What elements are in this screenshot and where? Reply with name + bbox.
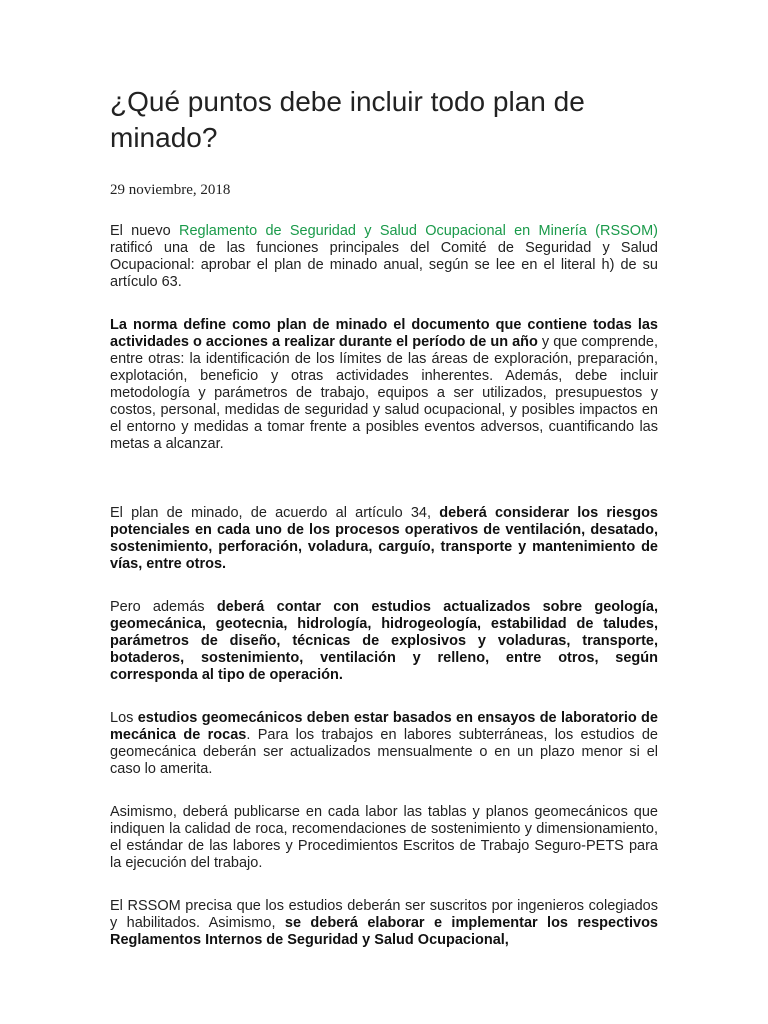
paragraph-risks bbox=[110, 505, 658, 573]
document-page bbox=[110, 84, 658, 949]
paragraph-risks-bold: deberá considerar los riesgos potenciales en cada uno de los procesos operativos de ventilación, desatado, sostenimiento, perforación, voladura, carguío, transporte y mantenimiento de vías, entre otros. bbox=[110, 505, 658, 572]
paragraph-intro bbox=[110, 223, 658, 291]
paragraph-intro-post: ratificó una de las funciones principales del Comité de Seguridad y Salud Ocupacional: aprobar el plan de minado anual, según se lee en el literal h) de su artículo 63. bbox=[110, 240, 658, 290]
paragraph-risks-pre: El plan de minado, de acuerdo al artículo 34, bbox=[110, 505, 440, 521]
paragraph-definition-post: y que comprende, entre otras: la identificación de los límites de las áreas de exploración, preparación, explotación, beneficio y otras actividades inherentes. Además, debe incluir metodología y parámetros de trabajo, equipos a ser utilizados, presupuestos y costos, personal, medidas de seguridad y salud ocupacional, y posibles impactos en el entorno y medidas a tomar frente a posibles eventos adversos, cuantificando las metas a alcanzar. bbox=[110, 334, 658, 452]
article-date: 29 noviembre, 2018 bbox=[110, 182, 231, 198]
rssom-link[interactable]: Reglamento de Seguridad y Salud Ocupacional en Minería (RSSOM) bbox=[178, 223, 658, 239]
paragraph-engineers-pre: El RSSOM precisa que los estudios deberán ser suscritos por ingenieros colegiados y habilitados. Asimismo, bbox=[110, 898, 658, 931]
paragraph-intro-pre: El nuevo bbox=[110, 223, 179, 239]
paragraph-studies-pre: Pero además bbox=[110, 599, 217, 615]
paragraph-publication: Asimismo, deberá publicarse en cada labor las tablas y planos geomecánicos que indiquen la calidad de roca, recomendaciones de sostenimiento y dimensionamiento, el estándar de las labores y Procedimientos Escritos de Trabajo Seguro-PETS para la ejecución del trabajo. bbox=[110, 804, 658, 871]
paragraph-engineers bbox=[110, 898, 658, 949]
paragraph-definition bbox=[110, 317, 658, 453]
paragraph-geomechanics bbox=[110, 710, 658, 778]
paragraph-engineers-bold: se deberá elaborar e implementar los respectivos Reglamentos Internos de Seguridad y Salud Ocupacional, bbox=[110, 915, 658, 948]
paragraph-geomechanics-post: . Para los trabajos en labores subterráneas, los estudios de geomecánica deberán ser actualizados mensualmente o en un plazo menor si el caso lo amerita. bbox=[110, 727, 658, 777]
paragraph-geomechanics-pre: Los bbox=[110, 710, 138, 726]
paragraph-definition-bold: La norma define como plan de minado el documento que contiene todas las actividades o acciones a realizar durante el período de un año bbox=[110, 317, 658, 350]
paragraph-studies-bold: deberá contar con estudios actualizados sobre geología, geomecánica, geotecnia, hidrología, hidrogeología, estabilidad de taludes, parámetros de diseño, técnicas de explosivos y voladuras, transporte, botaderos, sostenimiento, ventilación y relleno, entre otros, según corresponda al tipo de operación. bbox=[110, 599, 658, 683]
paragraph-studies bbox=[110, 599, 658, 684]
article-title: ¿Qué puntos debe incluir todo plan de minado? bbox=[110, 86, 585, 153]
paragraph-geomechanics-bold: estudios geomecánicos deben estar basados en ensayos de laboratorio de mecánica de rocas bbox=[110, 710, 658, 743]
